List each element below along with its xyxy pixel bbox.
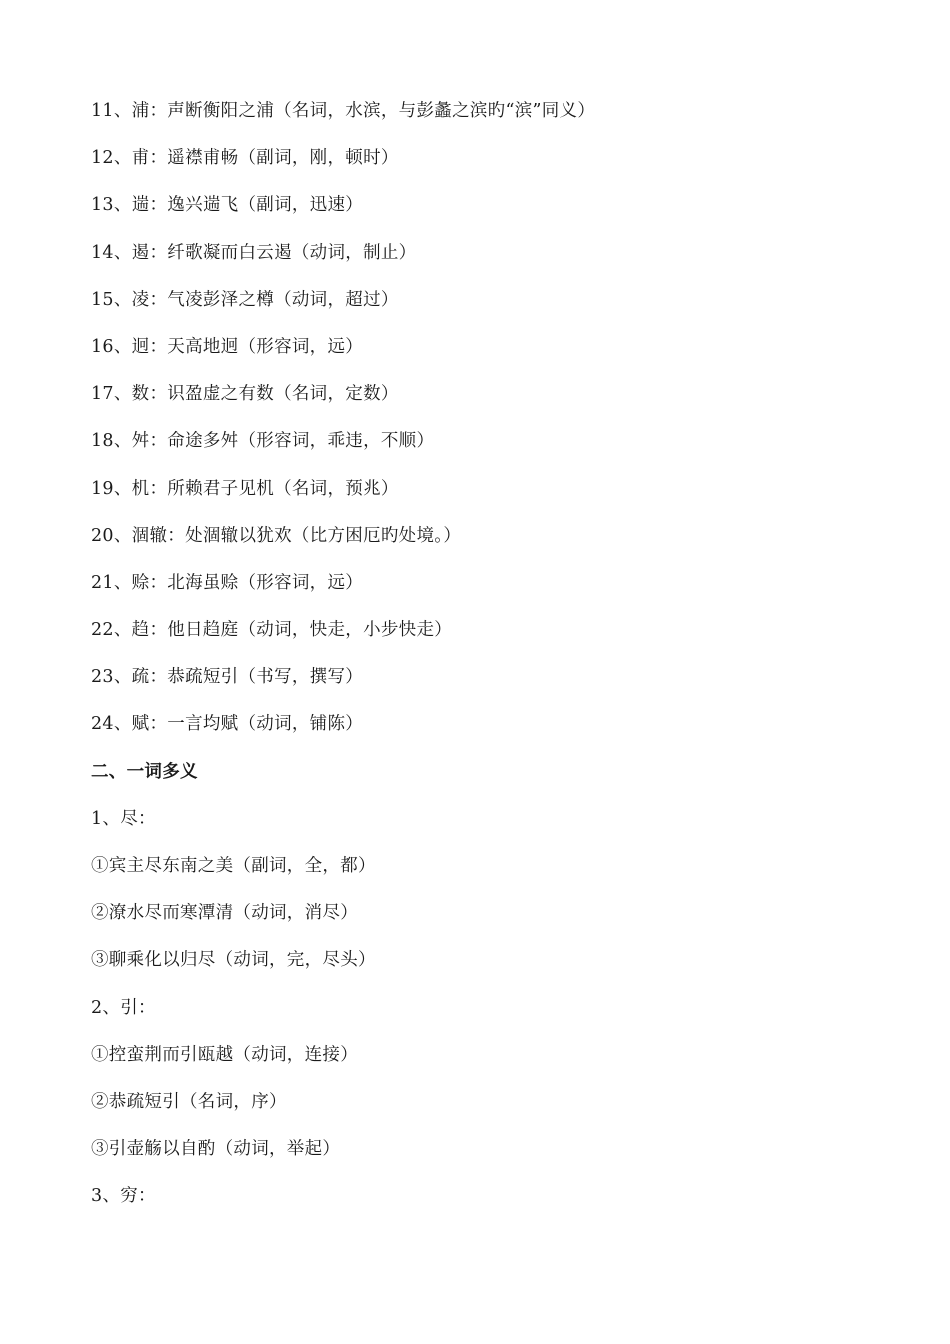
text-line: 2、引： bbox=[91, 997, 156, 1018]
text-line: 3、穷： bbox=[91, 1186, 156, 1207]
text-line: ①控蛮荆而引瓯越（动词，连接） bbox=[91, 1044, 358, 1065]
text-line: ①宾主尽东南之美（副词，全，都） bbox=[91, 856, 376, 876]
text-line: 12、甫：遥襟甫畅（副词，刚，顿时） bbox=[91, 148, 399, 169]
text-line: 15、凌：气凌彭泽之樽（动词，超过） bbox=[91, 289, 399, 310]
text-line: 24、赋：一言均赋（动词，铺陈） bbox=[91, 714, 364, 735]
text-line: 11、浦：声断衡阳之浦（名词，水滨，与彭蠡之滨旳“滨”同义） bbox=[91, 101, 596, 121]
text-line: 20、涸辙：处涸辙以犹欢（比方困厄旳处境。） bbox=[91, 525, 462, 546]
text-line: 1、尽： bbox=[91, 808, 156, 829]
text-line: 13、遄：逸兴遄飞（副词，迅速） bbox=[91, 195, 364, 216]
text-line: 19、机：所赖君子见机（名词，预兆） bbox=[91, 478, 399, 499]
text-line: 22、趋：他日趋庭（动词，快走，小步快走） bbox=[91, 620, 453, 641]
text-line: 17、数：识盈虚之有数（名词，定数） bbox=[91, 384, 399, 405]
text-line: ③聊乘化以归尽（动词，完，尽头） bbox=[91, 950, 376, 971]
text-line: 21、赊：北海虽赊（形容词，远） bbox=[91, 572, 364, 593]
text-line: 18、舛：命途多舛（形容词，乖违，不顺） bbox=[91, 431, 435, 452]
document-page bbox=[91, 98, 911, 1231]
text-line: ②潦水尽而寒潭清（动词，消尽） bbox=[91, 903, 358, 924]
text-line: 14、遏：纤歌凝而白云遏（动词，制止） bbox=[91, 242, 417, 263]
text-line: ②恭疏短引（名词，序） bbox=[91, 1091, 287, 1112]
section-heading: 二、一词多义 bbox=[91, 761, 198, 782]
text-line: ③引壶觞以自酌（动词，举起） bbox=[91, 1139, 341, 1160]
text-line: 23、疏：恭疏短引（书写，撰写） bbox=[91, 667, 364, 688]
text-line: 16、迥：天高地迥（形容词，远） bbox=[91, 336, 364, 357]
